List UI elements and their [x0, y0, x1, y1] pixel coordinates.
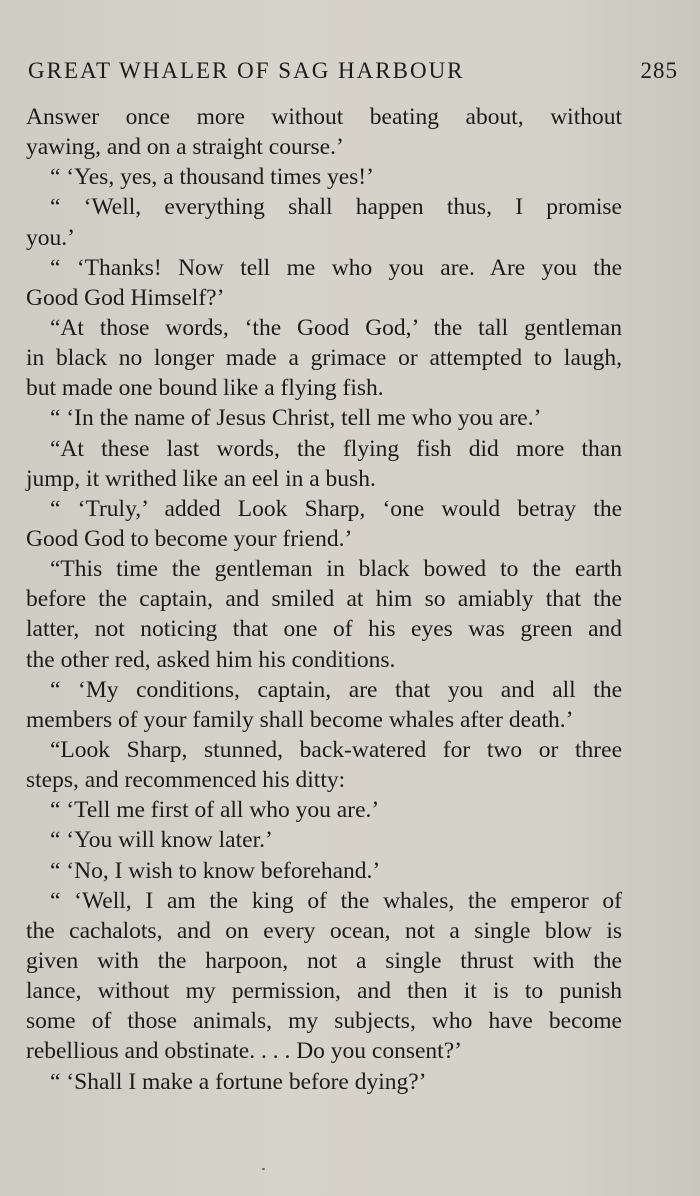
- text-line: rebellious and obstinate. . . . Do you consent?’: [26, 1038, 462, 1065]
- text-line: “At these last words, the flying fish did more than: [50, 435, 622, 462]
- text-line: the other red, asked him his conditions.: [26, 646, 396, 673]
- page-number: 285: [640, 58, 678, 83]
- text-line: “ ‘No, I wish to know beforehand.’: [50, 857, 381, 884]
- text-line: Good God Himself?’: [26, 284, 225, 311]
- text-line: “ ‘You will know later.’: [50, 827, 273, 854]
- text-line: “ ‘Shall I make a fortune before dying?’: [50, 1068, 427, 1095]
- text-line: the cachalots, and on every ocean, not a single blow is: [26, 917, 622, 944]
- text-line: you.’: [26, 224, 75, 251]
- text-line: “ ‘In the name of Jesus Christ, tell me who you are.’: [50, 405, 542, 432]
- text-line: “ ‘Yes, yes, a thousand times yes!’: [50, 164, 374, 191]
- text-line: in black no longer made a grimace or attempted to laugh,: [26, 345, 622, 372]
- text-line: “ ‘Truly,’ added Look Sharp, ‘one would betray the: [50, 495, 622, 522]
- text-line: “At those words, ‘the Good God,’ the tall gentleman: [50, 314, 622, 341]
- text-line: before the captain, and smiled at him so amiably that the: [26, 586, 622, 613]
- running-head: GREAT WHALER OF SAG HARBOUR: [28, 58, 465, 83]
- paper-speck: [262, 1168, 265, 1170]
- text-line: “Look Sharp, stunned, back-watered for two or three: [50, 736, 622, 763]
- text-line: “ ‘My conditions, captain, are that you and all the: [50, 676, 622, 703]
- text-line: given with the harpoon, not a single thrust with the: [26, 947, 622, 974]
- text-line: lance, without my permission, and then it is to punish: [26, 978, 622, 1005]
- text-line: jump, it writhed like an eel in a bush.: [26, 465, 376, 492]
- text-line: members of your family shall become whales after death.’: [26, 706, 574, 733]
- page-header: [28, 58, 678, 90]
- text-line: “This time the gentleman in black bowed to the earth: [50, 556, 622, 583]
- text-line: yawing, and on a straight course.’: [26, 134, 344, 161]
- text-line: “ ‘Tell me first of all who you are.’: [50, 797, 380, 824]
- text-line: “ ‘Well, I am the king of the whales, the emperor of: [50, 887, 622, 914]
- text-line: but made one bound like a flying fish.: [26, 375, 384, 402]
- text-line: “ ‘Well, everything shall happen thus, I promise: [50, 194, 622, 221]
- text-line: some of those animals, my subjects, who have become: [26, 1008, 622, 1035]
- body-text: [26, 102, 622, 1097]
- text-line: latter, not noticing that one of his eyes was green and: [26, 616, 622, 643]
- text-line: Good God to become your friend.’: [26, 525, 353, 552]
- text-line: “ ‘Thanks! Now tell me who you are. Are you the: [50, 254, 622, 281]
- text-line: steps, and recommenced his ditty:: [26, 767, 346, 794]
- text-line: Answer once more without beating about, without: [26, 104, 622, 130]
